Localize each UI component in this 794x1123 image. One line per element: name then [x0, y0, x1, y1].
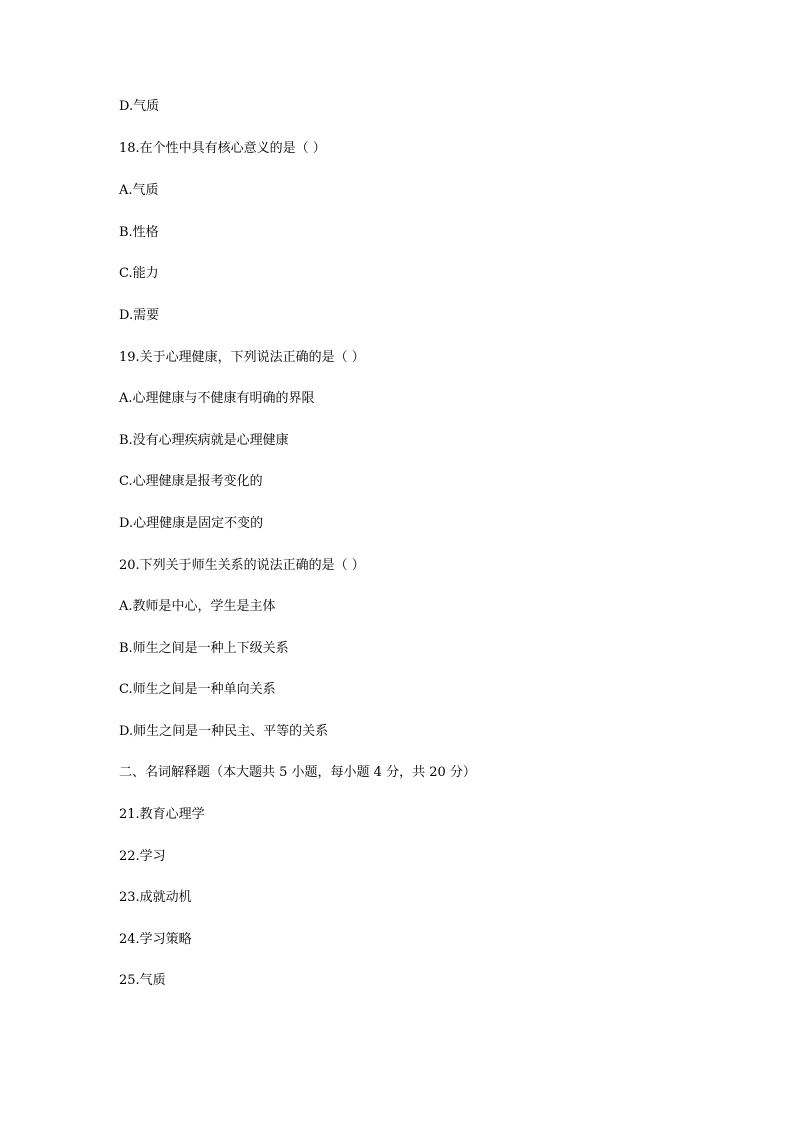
term-question-25: 25.气质: [119, 973, 166, 988]
option-20-d: D.师生之间是一种民主、平等的关系: [119, 724, 329, 739]
option-17-d: D.气质: [119, 99, 160, 114]
option-19-c: C.心理健康是报考变化的: [119, 474, 263, 489]
section-heading: 二、名词解释题（本大题共 5 小题，每小题 4 分，共 20 分）: [119, 765, 476, 780]
option-18-a: A.气质: [119, 183, 159, 198]
question-19: 19.关于心理健康，下列说法正确的是（ ）: [119, 350, 365, 365]
term-question-24: 24.学习策略: [119, 932, 192, 947]
option-18-b: B.性格: [119, 225, 159, 240]
option-20-b: B.师生之间是一种上下级关系: [119, 641, 289, 656]
option-19-d: D.心理健康是固定不变的: [119, 516, 264, 531]
term-question-23: 23.成就动机: [119, 890, 192, 905]
term-question-22: 22.学习: [119, 849, 166, 864]
question-20: 20.下列关于师生关系的说法正确的是（ ）: [119, 558, 365, 573]
option-18-c: C.能力: [119, 266, 159, 281]
option-19-b: B.没有心理疾病就是心理健康: [119, 433, 289, 448]
question-18: 18.在个性中具有核心意义的是（ ）: [119, 141, 326, 156]
option-20-c: C.师生之间是一种单向关系: [119, 682, 276, 697]
term-question-21: 21.教育心理学: [119, 807, 205, 822]
option-19-a: A.心理健康与不健康有明确的界限: [119, 391, 315, 406]
option-18-d: D.需要: [119, 308, 160, 323]
option-20-a: A.教师是中心，学生是主体: [119, 599, 276, 614]
